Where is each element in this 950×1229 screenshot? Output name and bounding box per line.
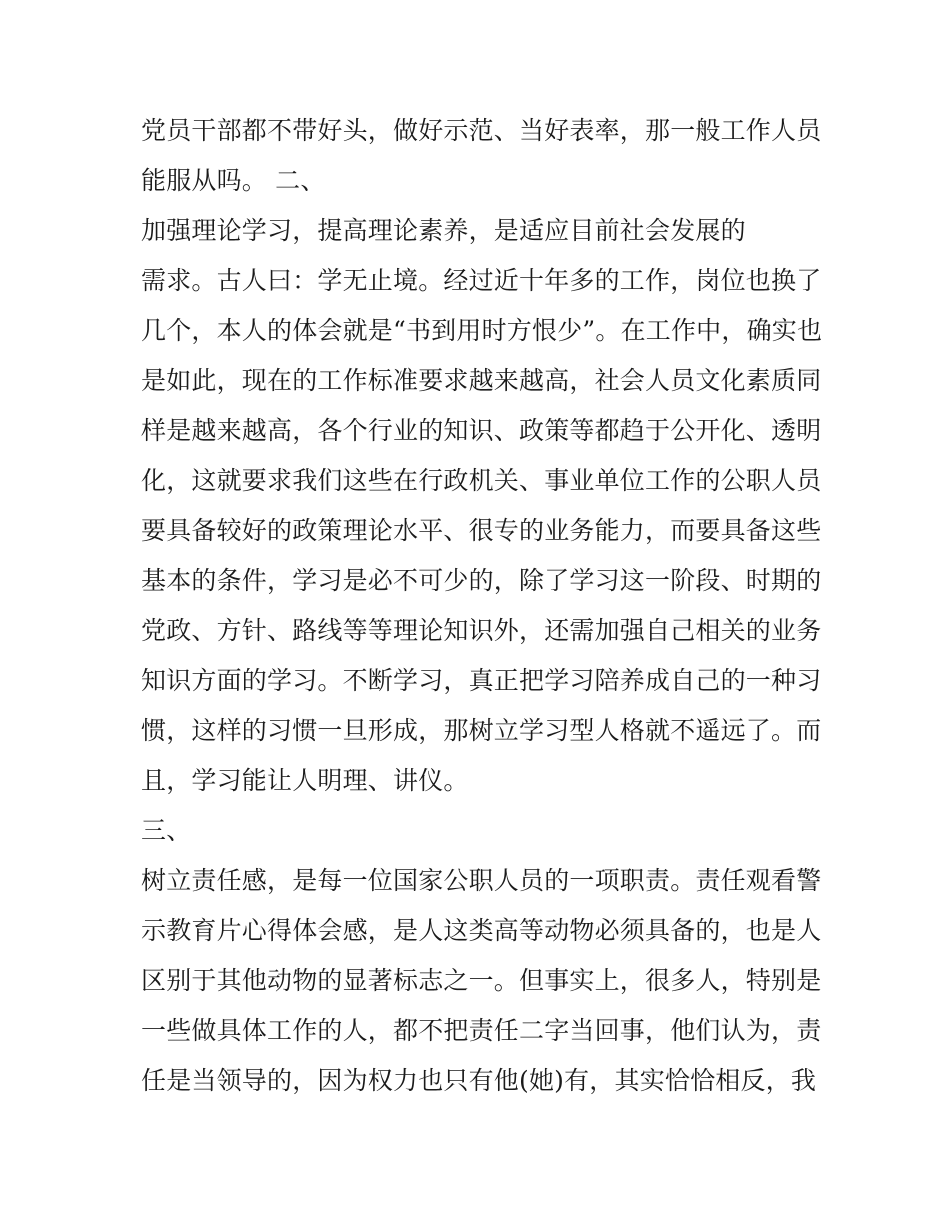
- text-line: 任是当领导的，因为权力也只有他(她)有，其实恰恰相反，我: [141, 1066, 817, 1095]
- text-line: 加强理论学习，提高理论素养，是适应目前社会发展的: [141, 216, 746, 245]
- text-line: 要具备较好的政策理论水平、很专的业务能力，而要具备这些: [141, 516, 822, 545]
- text-line: 知识方面的学习。不断学习，真正把学习陪养成自己的一种习: [141, 666, 822, 695]
- text-line: 几个，本人的体会就是“书到用时方恨少”。在工作中，确实也: [141, 316, 823, 345]
- text-line: 且，学习能让人明理、讲仪。: [141, 766, 469, 795]
- text-line: 化，这就要求我们这些在行政机关、事业单位工作的公职人员: [141, 466, 822, 495]
- text-line: 需求。古人曰：学无止境。经过近十年多的工作，岗位也换了: [141, 266, 822, 295]
- text-line: 树立责任感，是每一位国家公职人员的一项职责。责任观看警: [141, 866, 822, 895]
- text-line: 是如此，现在的工作标准要求越来越高，社会人员文化素质同: [141, 366, 822, 395]
- section-heading: 三、: [141, 816, 192, 845]
- text-line: 基本的条件，学习是必不可少的，除了学习这一阶段、时期的: [141, 566, 822, 595]
- text-line: 示教育片心得体会感，是人这类高等动物必须具备的，也是人: [141, 916, 822, 945]
- text-line: 党员干部都不带好头，做好示范、当好表率，那一般工作人员: [141, 116, 822, 145]
- text-line: 区别于其他动物的显著标志之一。但事实上，很多人，特别是: [141, 966, 822, 995]
- text-line: 惯，这样的习惯一旦形成，那树立学习型人格就不遥远了。而: [141, 716, 822, 745]
- text-line: 样是越来越高，各个行业的知识、政策等都趋于公开化、透明: [141, 416, 822, 445]
- text-line: 能服从吗。 二、: [141, 166, 326, 195]
- text-line: 一些做具体工作的人，都不把责任二字当回事，他们认为，责: [141, 1016, 822, 1045]
- text-line: 党政、方针、路线等等理论知识外，还需加强自己相关的业务: [141, 616, 822, 645]
